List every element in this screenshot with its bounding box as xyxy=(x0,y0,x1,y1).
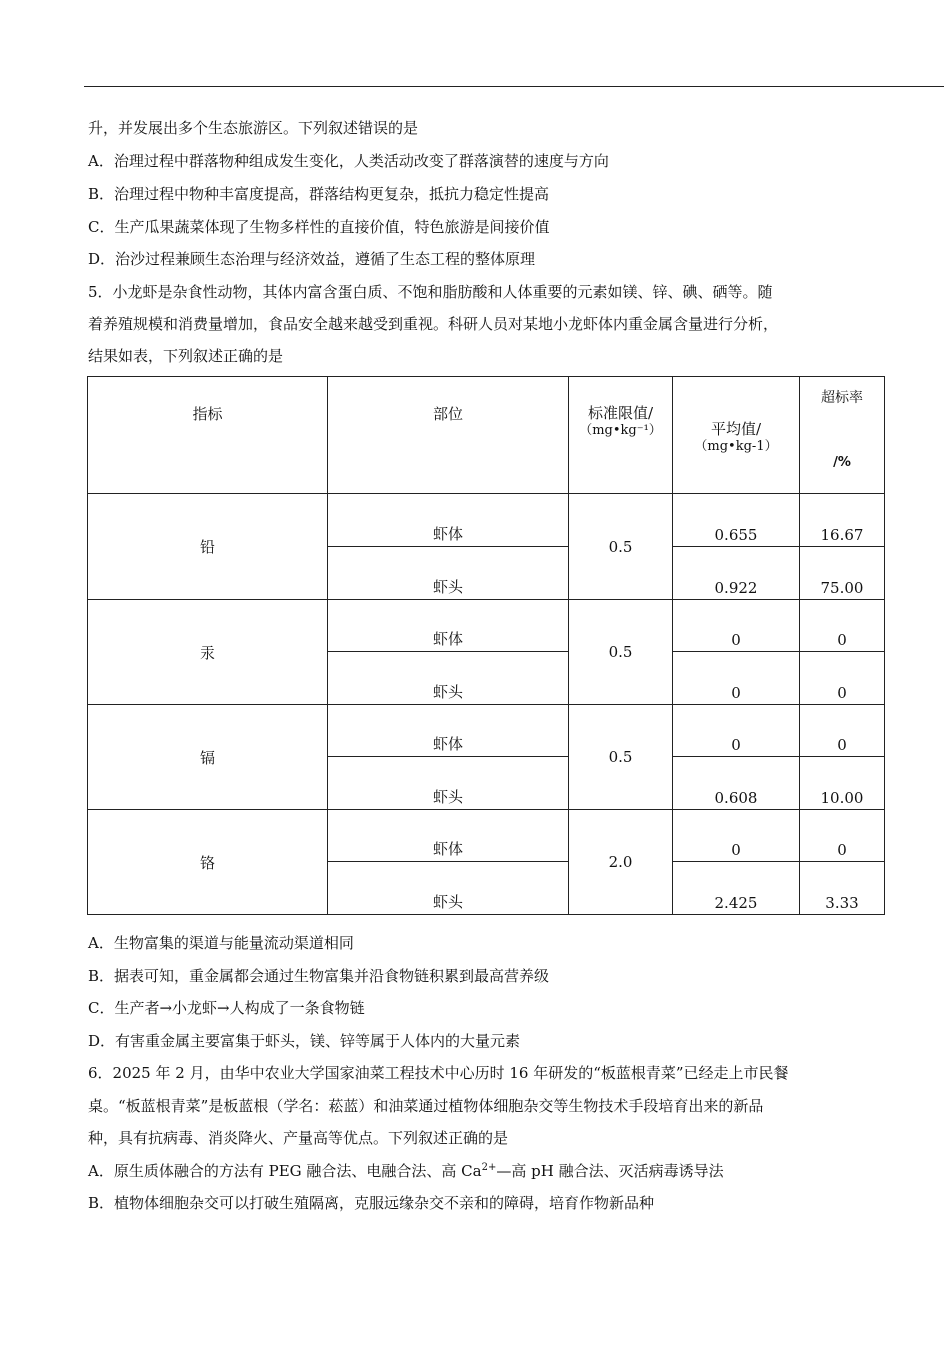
rate-cell: 0 xyxy=(800,652,885,705)
q5-stem-line-2: 着养殖规模和消费量增加，食品安全越来越受到重视。科研人员对某地小龙虾体内重金属含量进行分析， xyxy=(88,315,779,333)
q5-stem-line-1: 5．小龙虾是杂食性动物，其体内富含蛋白质、不饱和脂肪酸和人体重要的元素如镁、锌、碘、硒等。随 xyxy=(88,283,773,301)
part-cell: 虾体 xyxy=(328,600,569,652)
q6-option-b: B．植物体细胞杂交可以打破生殖隔离，克服远缘杂交不亲和的障碍，培育作物新品种 xyxy=(88,1194,655,1212)
avg-cell: 0 xyxy=(673,600,800,652)
rate-cell: 16.67 xyxy=(800,494,885,547)
q4-option-b: B．治理过程中物种丰富度提高，群落结构更复杂，抵抗力稳定性提高 xyxy=(88,185,550,203)
avg-cell: 0.922 xyxy=(673,547,800,600)
limit-cell: 2.0 xyxy=(569,810,673,915)
avg-cell: 0 xyxy=(673,810,800,862)
rate-cell: 0 xyxy=(800,705,885,757)
avg-cell: 0 xyxy=(673,652,800,705)
q4-option-c: C．生产瓜果蔬菜体现了生物多样性的直接价值，特色旅游是间接价值 xyxy=(88,218,550,236)
avg-cell: 0.608 xyxy=(673,757,800,810)
header-exceed-rate: 超标率 /% xyxy=(800,377,885,494)
table-header-row xyxy=(88,377,885,494)
avg-cell: 2.425 xyxy=(673,862,800,915)
rate-cell: 10.00 xyxy=(800,757,885,810)
q4-option-a: A．治理过程中群落物种组成发生变化，人类活动改变了群落演替的速度与方向 xyxy=(88,152,609,170)
q5-stem-line-3: 结果如表，下列叙述正确的是 xyxy=(88,347,284,365)
part-cell: 虾头 xyxy=(328,862,569,915)
rate-cell: 75.00 xyxy=(800,547,885,600)
avg-cell: 0.655 xyxy=(673,494,800,547)
limit-cell: 0.5 xyxy=(569,600,673,705)
q6-stem-line-3: 种，具有抗病毒、消炎降火、产量高等优点。下列叙述正确的是 xyxy=(88,1129,509,1147)
table-row xyxy=(88,810,885,862)
metal-cadmium: 镉 xyxy=(88,705,328,810)
rate-cell: 3.33 xyxy=(800,862,885,915)
q4-stem-tail: 升，并发展出多个生态旅游区。下列叙述错误的是 xyxy=(88,119,419,137)
header-average: 平均值/ （mg•kg-1） xyxy=(673,377,800,494)
q6-stem-line-2: 桌。“板蓝根青菜”是板蓝根（学名：菘蓝）和油菜通过植物体细胞杂交等生物技术手段培育出来的新品 xyxy=(88,1097,764,1115)
part-cell: 虾体 xyxy=(328,705,569,757)
metal-mercury: 汞 xyxy=(88,600,328,705)
rate-cell: 0 xyxy=(800,810,885,862)
q4-option-d: D．治沙过程兼顾生态治理与经济效益，遵循了生态工程的整体原理 xyxy=(88,250,536,268)
table-row xyxy=(88,600,885,652)
heavy-metal-table xyxy=(87,376,885,915)
part-cell: 虾头 xyxy=(328,652,569,705)
part-cell: 虾体 xyxy=(328,494,569,547)
table-row xyxy=(88,705,885,757)
part-cell: 虾体 xyxy=(328,810,569,862)
metal-lead: 铅 xyxy=(88,494,328,600)
q5-option-a: A．生物富集的渠道与能量流动渠道相同 xyxy=(88,934,354,952)
q6-stem-line-1: 6．2025 年 2 月，由华中农业大学国家油菜工程技术中心历时 16 年研发的“板蓝根青菜”已经走上市民餐 xyxy=(88,1064,789,1082)
q5-option-d: D．有害重金属主要富集于虾头，镁、锌等属于人体内的大量元素 xyxy=(88,1032,521,1050)
header-indicator: 指标 xyxy=(88,377,328,494)
q5-option-c: C．生产者→小龙虾→人构成了一条食物链 xyxy=(88,999,365,1017)
avg-cell: 0 xyxy=(673,705,800,757)
part-cell: 虾头 xyxy=(328,547,569,600)
rate-cell: 0 xyxy=(800,600,885,652)
header-rule xyxy=(84,86,944,87)
limit-cell: 0.5 xyxy=(569,494,673,600)
q6-option-a: A．原生质体融合的方法有 PEG 融合法、电融合法、高 $Ca^{2+}—$高 pH 融合法、灭活病毒诱导法 xyxy=(88,1162,724,1180)
header-part: 部位 xyxy=(328,377,569,494)
q5-option-b: B．据表可知，重金属都会通过生物富集并沿食物链积累到最高营养级 xyxy=(88,967,550,985)
limit-cell: 0.5 xyxy=(569,705,673,810)
table-row xyxy=(88,494,885,547)
metal-chromium: 铬 xyxy=(88,810,328,915)
part-cell: 虾头 xyxy=(328,757,569,810)
header-limit: 标准限值/ （mg•kg⁻¹） xyxy=(569,377,673,494)
